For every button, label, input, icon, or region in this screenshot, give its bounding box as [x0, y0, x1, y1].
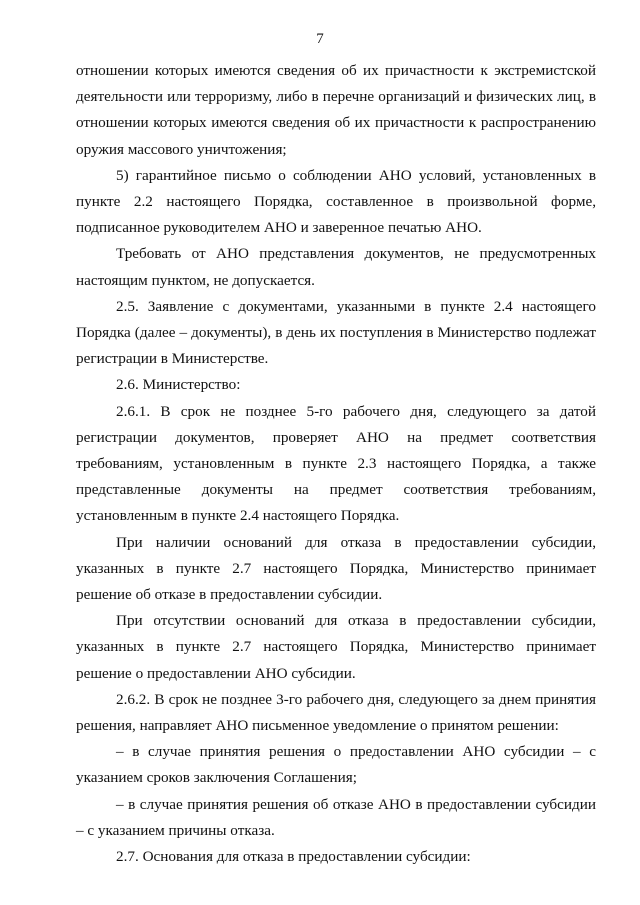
page-number: 7 — [316, 31, 324, 47]
paragraph-2-6-1: 2.6.1. В срок не позднее 5-го рабочего дня, следующего за датой регистрации документов, проверяет АНО на предмет соответствия требованиям, установленным в пункте 2.3 настоящего Порядка, а также представленные документы на предмет соответствия требованиям, установленным в пункте 2.4 настоящего Порядка. — [76, 402, 596, 525]
paragraph-item-5-guarantee-letter: 5) гарантийное письмо о соблюдении АНО условий, установленных в пункте 2.2 настоящего Порядка, составленное в произвольной форме, подписанное руководителем АНО и заверенное печатью АНО. — [76, 166, 596, 237]
paragraph-2-6: 2.6. Министерство: — [116, 376, 241, 394]
paragraph-2-7: 2.7. Основания для отказа в предоставлении субсидии: — [116, 848, 471, 866]
paragraph-refusal-decision: При наличии оснований для отказа в предоставлении субсидии, указанных в пункте 2.7 настоящего Порядка, Министерство принимает решение об отказе в предоставлении субсидии. — [76, 533, 596, 604]
paragraph-approval-decision: При отсутствии оснований для отказа в предоставлении субсидии, указанных в пункте 2.7 настоящего Порядка, Министерство принимает решение о предоставлении АНО субсидии. — [76, 612, 596, 682]
list-item-approval-notice: – в случае принятия решения о предоставлении АНО субсидии – с указанием сроков заключения Соглашения; — [76, 743, 596, 787]
document-body — [76, 58, 596, 870]
paragraph-no-extra-documents: Требовать от АНО представления документов, не предусмотренных настоящим пунктом, не допускается. — [76, 245, 596, 289]
list-item-refusal-notice: – в случае принятия решения об отказе АНО в предоставлении субсидии – с указанием причины отказа. — [76, 795, 596, 839]
paragraph-continuation: отношении которых имеются сведения об их причастности к экстремистской деятельности или терроризму, либо в перечне организаций и физических лиц, в отношении которых имеются сведения об их причастности к распространению оружия массового уничтожения; — [76, 62, 596, 158]
paragraph-2-6-2: 2.6.2. В срок не позднее 3-го рабочего дня, следующего за днем принятия решения, направляет АНО письменное уведомление о принятом решении: — [76, 690, 596, 735]
paragraph-2-5: 2.5. Заявление с документами, указанными в пункте 2.4 настоящего Порядка (далее – документы), в день их поступления в Министерство подлежат регистрации в Министерстве. — [76, 297, 596, 368]
